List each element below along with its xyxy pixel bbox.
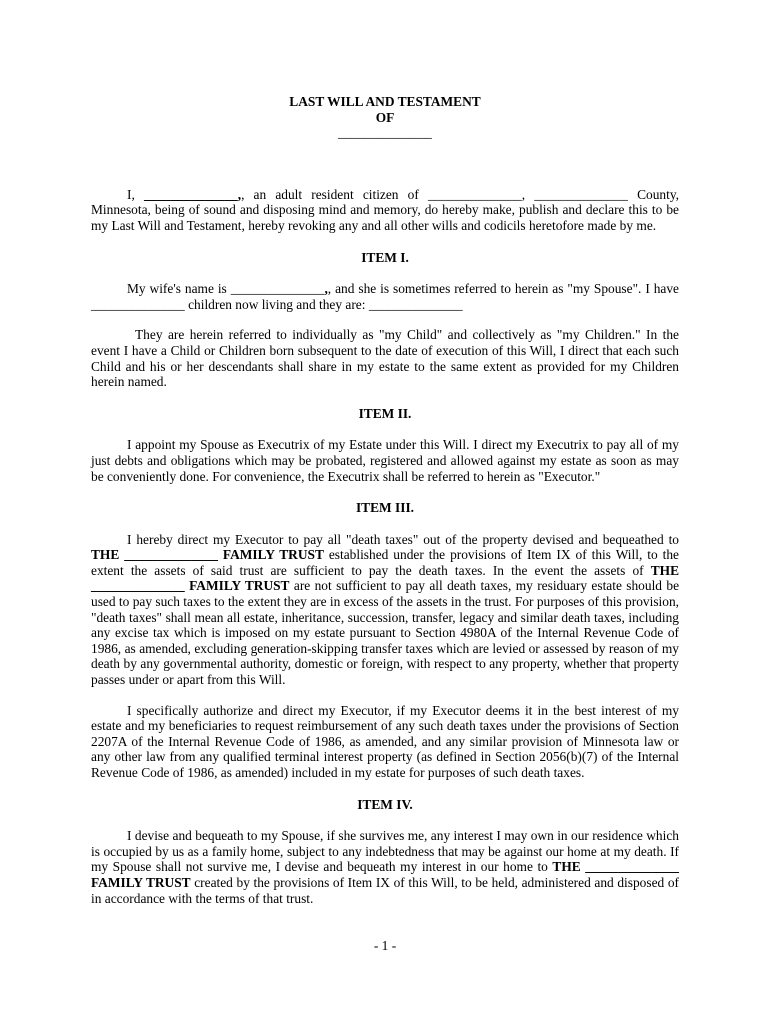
- item-3-paragraph-1: I hereby direct my Executor to pay all "death taxes" out of the property devised and bequeathed to THE ______________ FAMILY TRUST established under the provisions of Item IX of this Will, to the extent the assets of said trust are sufficient to pay the death taxes. In the event the assets of THE ______________ FAMILY TRUST are not sufficient to pay all death taxes, my residuary estate should be used to pay such taxes to the extent they are in excess of the assets in the trust. For purposes of this provision, "death taxes" shall mean all estate, inheritance, succession, transfer, legacy and similar death taxes, including any excise tax which is imposed on my estate pursuant to Section 4980A of the Internal Revenue Code of 1986, as amended, excluding generation-skipping transfer taxes which are levied or assessed by reason of my death by any governmental authority, domestic or foreign, with respect to any property, whether that property passes under or apart from this Will.: [91, 531, 680, 688]
- document-title: LAST WILL AND TESTAMENT: [289, 94, 481, 109]
- testator-name-blank: ______________: [338, 125, 432, 141]
- item-4-paragraph-1: I devise and bequeath to my Spouse, if she survives me, any interest I may own in our residence which is occupied by us as a family home, subject to any indebtedness that may be against our home at my death. If my Spouse shall not survive me, I devise and bequeath my interest in our home to THE ______________ FAMILY TRUST created by the provisions of Item IX of this Will, to be held, administered and disposed of in accordance with the terms of that trust.: [91, 828, 679, 906]
- item-3-paragraph-2: I specifically authorize and direct my Executor, if my Executor deems it in the best interest of my estate and my beneficiaries to request reimbursement of any such death taxes under the provisions of Section 2207A of the Internal Revenue Code of 1986, as amended, and any similar provision of Minnesota law or any other law from any qualified terminal interest property (as defined in Section 2056(b)(7) of the Internal Revenue Code of 1986, as amended) included in my estate for purposes of such death taxes.: [91, 702, 679, 780]
- document-title-of: OF: [375, 109, 395, 125]
- item-1-paragraph-1: My wife's name is ______________,, and she is sometimes referred to herein as "my Spouse". I have ______________ children now living and they are: ______________: [91, 281, 679, 312]
- item-4-heading: ITEM IV.: [357, 796, 413, 812]
- item-1-heading: ITEM I.: [361, 249, 409, 265]
- intro-paragraph: I, ______________,, an adult resident citizen of ______________, ______________ County, Minnesota, being of sound and disposing mind and memory, do hereby make, publish and declare this to be my Last Will and Testament, hereby revoking any and all other wills and codicils heretofore made by me.: [91, 186, 679, 233]
- item-3-heading: ITEM III.: [355, 500, 415, 516]
- item-2-paragraph-1: I appoint my Spouse as Executrix of my Estate under this Will. I direct my Executrix to pay all of my just debts and obligations which may be probated, registered and allowed against my estate as soon as may be conveniently done. For convenience, the Executrix shall be referred to herein as "Executor.": [91, 437, 679, 484]
- page-number: - 1 -: [373, 938, 397, 953]
- item-1-paragraph-2: They are herein referred to individually as "my Child" and collectively as "my Children." In the event I have a Child or Children born subsequent to the date of execution of this Will, I direct that each such Child and his or her descendants shall share in my estate to the same extent as provided for my Children herein named.: [91, 327, 679, 390]
- item-2-heading: ITEM II.: [358, 405, 412, 421]
